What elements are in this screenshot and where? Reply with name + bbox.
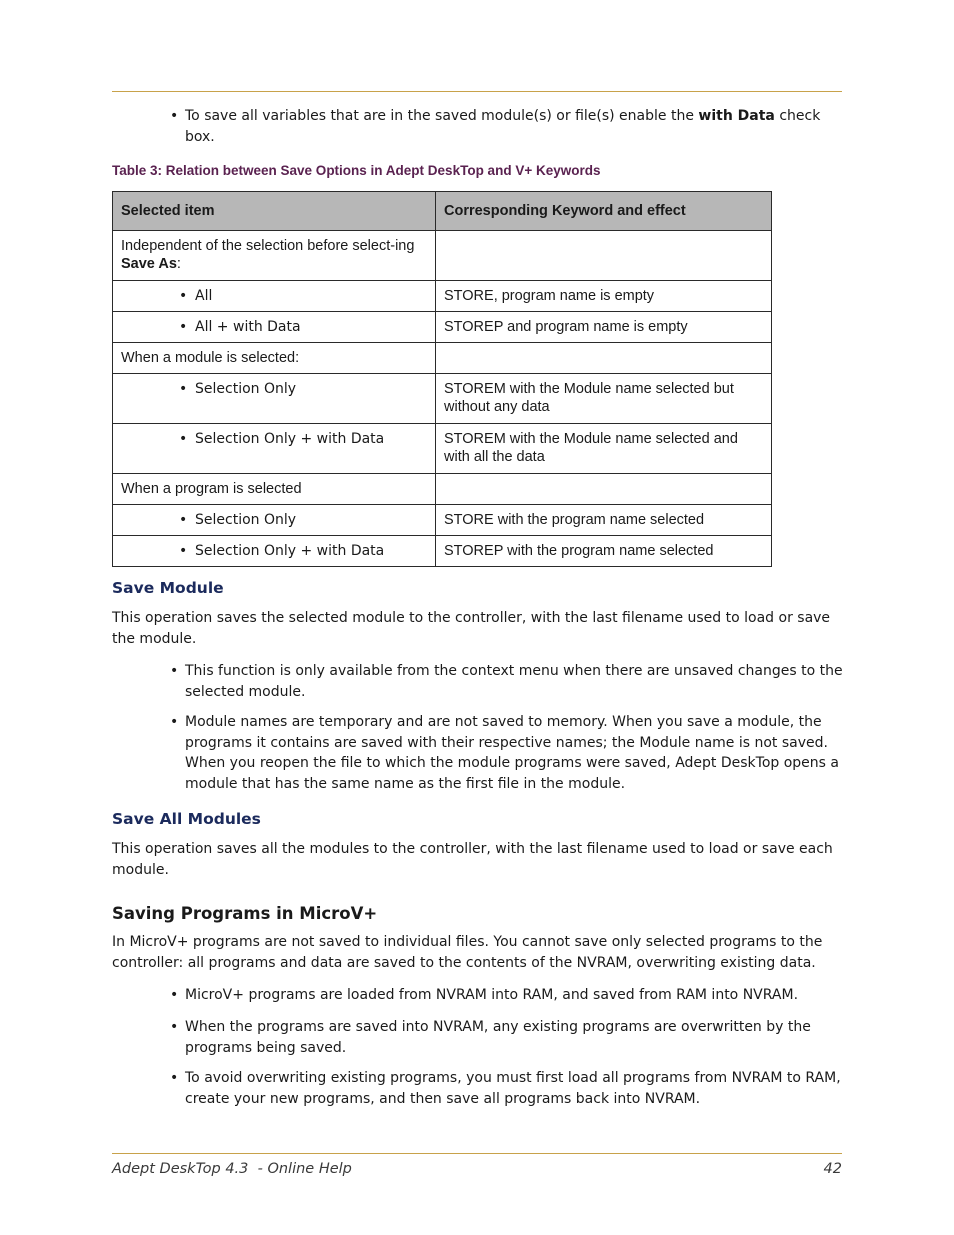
- header-rule: [112, 91, 842, 92]
- table-cell: [436, 343, 772, 374]
- footer-rule: [112, 1153, 842, 1154]
- save-module-bullet: • This function is only available from the context menu when there are unsaved changes to the selected module.: [185, 661, 845, 702]
- table-cell: STOREM with the Module name selected and with all the data: [436, 424, 772, 474]
- table-cell: When a program is selected: [113, 474, 436, 505]
- microv-bullet: • When the programs are saved into NVRAM, any existing programs are overwritten by the programs being saved.: [185, 1017, 845, 1058]
- save-module-paragraph: This operation saves the selected module to the controller, with the last filename used to load or save the module.: [112, 610, 831, 647]
- microv-heading: Saving Programs in MicroV+: [112, 904, 378, 923]
- table-cell: Independent of the selection before select-ing Save As:: [113, 231, 436, 281]
- microv-bullet: • MicroV+ programs are loaded from NVRAM into RAM, and saved from RAM into NVRAM.: [185, 985, 845, 1006]
- table-cell: STOREP with the program name selected: [436, 536, 772, 567]
- table-caption: Table 3: Relation between Save Options in Adept DeskTop and V+ Keywords: [112, 163, 601, 178]
- table-cell: • Selection Only: [113, 374, 436, 424]
- footer-title: Adept DeskTop 4.3 - Online Help: [112, 1161, 352, 1177]
- save-module-bullet: • Module names are temporary and are not saved to memory. When you save a module, the programs it contains are saved with their respective names; the Module name is not saved. When you reopen the file to which the module programs were saved, Adept DeskTop opens a module that has the same name as the first file in the module.: [185, 712, 845, 794]
- table-cell: STORE with the program name selected: [436, 505, 772, 536]
- table-cell: [436, 474, 772, 505]
- save-all-heading: Save All Modules: [112, 810, 261, 828]
- table-header: Selected item: [113, 192, 436, 231]
- save-options-table: [112, 191, 772, 567]
- table-cell: • All + with Data: [113, 312, 436, 343]
- table-cell: STOREM with the Module name selected but without any data: [436, 374, 772, 424]
- table-cell: • Selection Only + with Data: [113, 424, 436, 474]
- table-cell: STORE, program name is empty: [436, 281, 772, 312]
- save-all-paragraph: This operation saves all the modules to the controller, with the last filename used to load or save each module.: [112, 841, 833, 878]
- table-cell: When a module is selected:: [113, 343, 436, 374]
- table-header: Corresponding Keyword and effect: [436, 192, 772, 231]
- microv-paragraph: In MicroV+ programs are not saved to individual files. You cannot save only selected programs to the controller: all programs and data are saved to the contents of the NVRAM, overwriting existing data.: [112, 934, 823, 971]
- microv-bullet: • To avoid overwriting existing programs, you must first load all programs from NVRAM to RAM, create your new programs, and then save all programs back into NVRAM.: [185, 1068, 845, 1109]
- intro-bullet: • To save all variables that are in the saved module(s) or file(s) enable the with Data check box.: [185, 106, 845, 147]
- table-cell: • Selection Only: [113, 505, 436, 536]
- table-cell: STOREP and program name is empty: [436, 312, 772, 343]
- table-cell: • All: [113, 281, 436, 312]
- table-cell: [436, 231, 772, 281]
- table-cell: • Selection Only + with Data: [113, 536, 436, 567]
- page-number: 42: [823, 1161, 842, 1177]
- save-module-heading: Save Module: [112, 579, 224, 597]
